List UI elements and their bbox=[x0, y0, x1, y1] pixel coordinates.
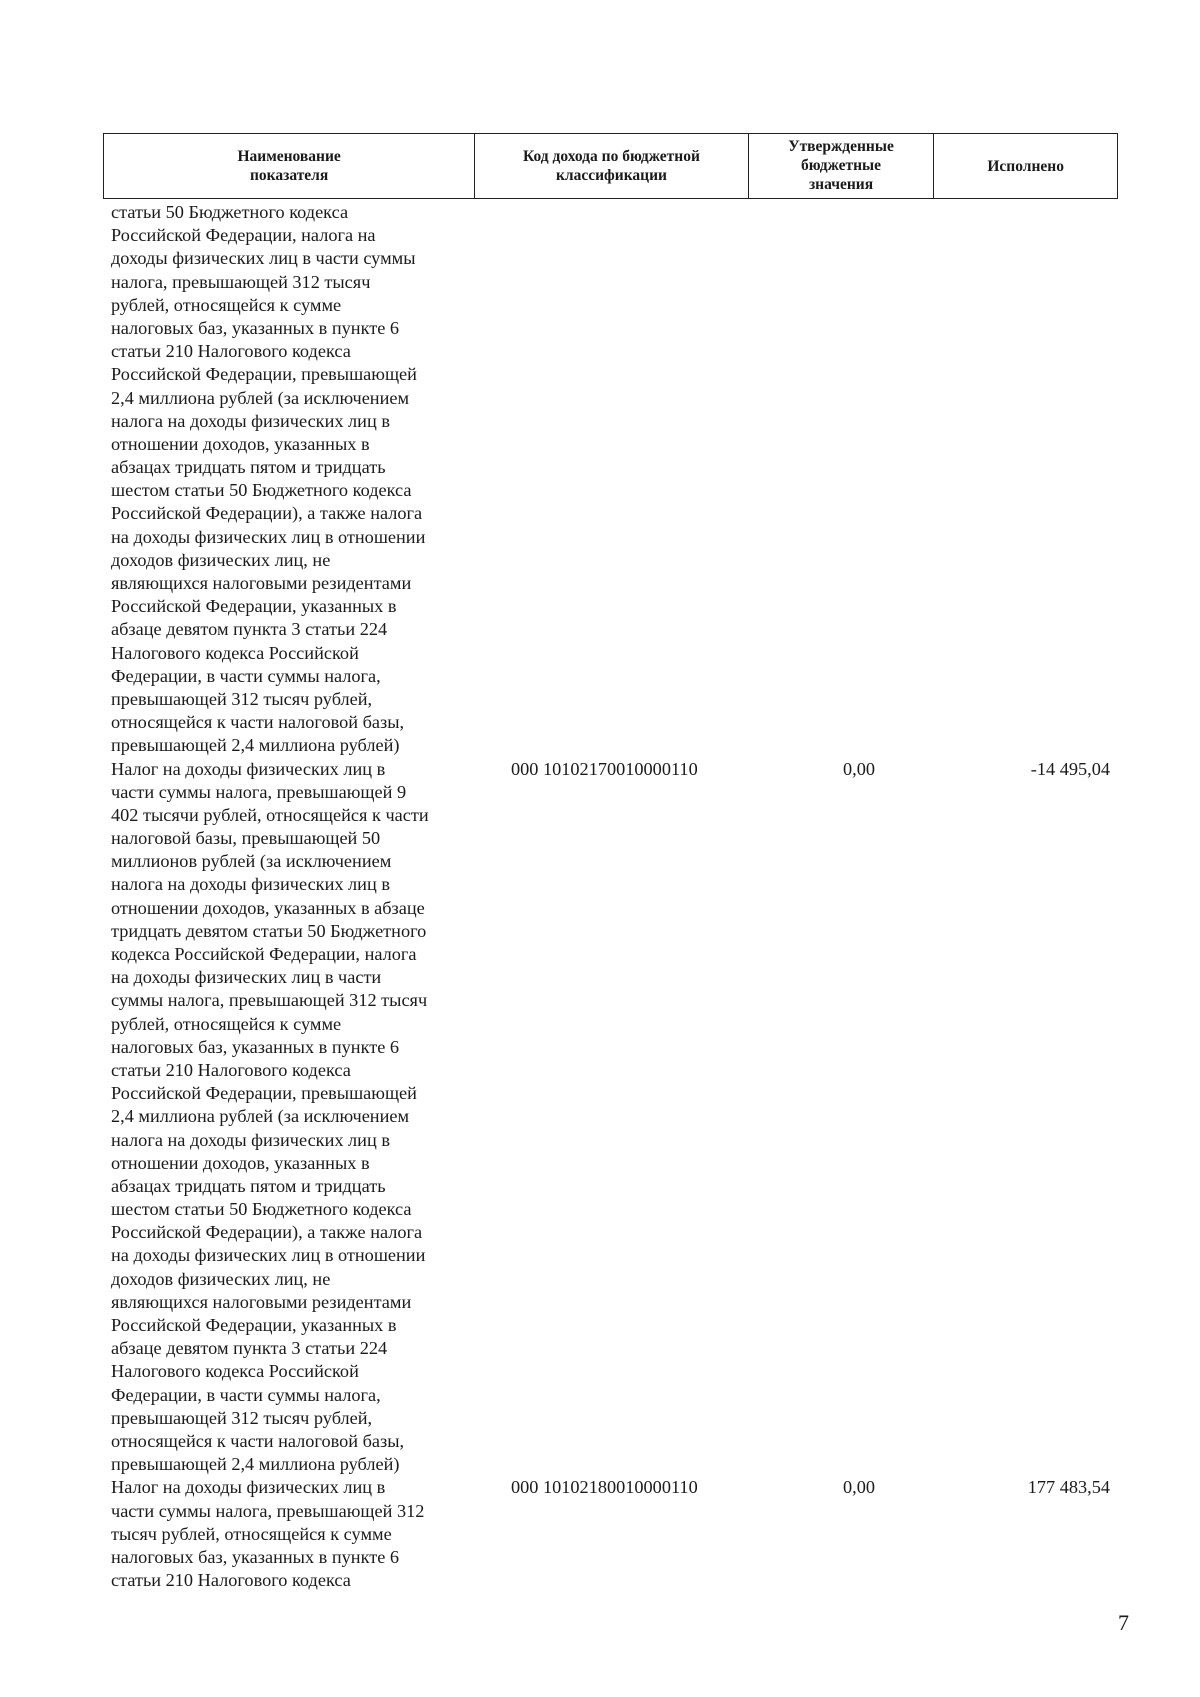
indicator-name-text: доходов физических лиц, не bbox=[111, 549, 331, 570]
indicator-name-text: на доходы физических лиц в отношении bbox=[111, 526, 426, 547]
indicator-name-line bbox=[111, 688, 1121, 711]
indicator-name-text: доходов физических лиц, не bbox=[111, 1268, 331, 1289]
indicator-name-line bbox=[111, 433, 1121, 456]
header-executed bbox=[934, 134, 1117, 198]
header-line: Исполнено bbox=[987, 157, 1064, 175]
indicator-name-line bbox=[111, 1291, 1121, 1314]
indicator-name-line bbox=[111, 1105, 1121, 1128]
header-line: классификации bbox=[555, 167, 667, 184]
indicator-name-text: превышающей 2,4 миллиона рублей) bbox=[111, 1454, 400, 1475]
indicator-name-line bbox=[111, 1036, 1121, 1059]
table-header bbox=[103, 133, 1118, 199]
indicator-name-text: Российской Федерации, указанных в bbox=[111, 1315, 397, 1335]
indicator-name-line bbox=[111, 572, 1121, 595]
indicator-name-text: статьи 210 Налогового кодекса bbox=[111, 341, 351, 362]
indicator-name-line bbox=[111, 479, 1121, 502]
approved-value-cell: 0,00 bbox=[843, 1477, 875, 1498]
indicator-name-text: Российской Федерации, налога на bbox=[111, 225, 376, 246]
indicator-name-text: суммы налога, превышающей 312 тысяч bbox=[111, 990, 428, 1011]
indicator-name-line bbox=[111, 1129, 1121, 1152]
indicator-name-text: рублей, относящейся к сумме bbox=[111, 1013, 342, 1034]
indicator-name-text: статьи 210 Налогового кодекса bbox=[111, 1059, 351, 1080]
indicator-name-text: Российской Федерации), а также налога bbox=[111, 1222, 423, 1243]
indicator-name-text: Российской Федерации), а также налога bbox=[111, 503, 423, 524]
indicator-name-line bbox=[111, 873, 1121, 896]
indicator-name-text: превышающей 312 тысяч рублей, bbox=[111, 688, 373, 709]
indicator-name-line bbox=[111, 1059, 1121, 1082]
indicator-name-line bbox=[111, 758, 1121, 781]
indicator-name-text: абзаце девятом пункта 3 статьи 224 bbox=[111, 619, 388, 640]
table-row bbox=[111, 1476, 1121, 1592]
indicator-name-text: Федерации, в части суммы налога, bbox=[111, 665, 381, 686]
indicator-name-line bbox=[111, 966, 1121, 989]
indicator-name-line bbox=[111, 665, 1121, 688]
table-body bbox=[111, 201, 1121, 1592]
indicator-name-line bbox=[111, 340, 1121, 363]
indicator-name-text: 402 тысячи рублей, относящейся к части bbox=[111, 804, 429, 825]
indicator-name-text: части суммы налога, превышающей 312 bbox=[111, 1500, 425, 1521]
indicator-name-line bbox=[111, 850, 1121, 873]
indicator-name-text: шестом статьи 50 Бюджетного кодекса bbox=[111, 480, 412, 501]
indicator-name-text: рублей, относящейся к сумме bbox=[111, 294, 342, 315]
indicator-name-line bbox=[111, 1360, 1121, 1383]
indicator-name-text: Налог на доходы физических лиц в bbox=[111, 1477, 386, 1498]
indicator-name-line bbox=[111, 804, 1121, 827]
indicator-name-line bbox=[111, 618, 1121, 641]
indicator-name-line bbox=[111, 271, 1121, 294]
page-number: 7 bbox=[1118, 1610, 1129, 1635]
indicator-name-line bbox=[111, 1407, 1121, 1430]
indicator-name-text: налоговых баз, указанных в пункте 6 bbox=[111, 317, 400, 338]
indicator-name-line bbox=[111, 711, 1121, 734]
indicator-name-text: относящейся к части налоговой базы, bbox=[111, 1430, 405, 1451]
executed-value-cell: -14 495,04 bbox=[1030, 758, 1110, 779]
indicator-name-text: доходы физических лиц в части суммы bbox=[111, 248, 416, 269]
indicator-name-text: превышающей 2,4 миллиона рублей) bbox=[111, 735, 400, 756]
indicator-name-text: налога на доходы физических лиц в bbox=[111, 874, 390, 895]
indicator-name-line bbox=[111, 1430, 1121, 1453]
indicator-name-text: Российской Федерации, превышающей bbox=[111, 364, 417, 385]
indicator-name-text: отношении доходов, указанных в абзаце bbox=[111, 897, 425, 918]
indicator-name-text: отношении доходов, указанных в bbox=[111, 433, 370, 454]
indicator-name-text: Российской Федерации, указанных в bbox=[111, 596, 397, 617]
indicator-name-text: 2,4 миллиона рублей (за исключением bbox=[111, 387, 410, 408]
approved-value-cell: 0,00 bbox=[843, 758, 875, 779]
indicator-name-line bbox=[111, 224, 1121, 247]
header-approved-values bbox=[749, 134, 935, 198]
indicator-name-text: отношении доходов, указанных в bbox=[111, 1152, 370, 1173]
indicator-name-line bbox=[111, 526, 1121, 549]
indicator-name-text: статьи 50 Бюджетного кодекса bbox=[111, 202, 349, 222]
budget-code-cell: 000 10102170010000110 bbox=[511, 758, 698, 779]
indicator-name-text: Налогового кодекса Российской bbox=[111, 642, 359, 663]
indicator-name-line bbox=[111, 294, 1121, 317]
indicator-name-line bbox=[111, 989, 1121, 1012]
indicator-name-line bbox=[111, 456, 1121, 479]
indicator-name-text: части суммы налога, превышающей 9 bbox=[111, 781, 407, 802]
indicator-name-text: абзаце девятом пункта 3 статьи 224 bbox=[111, 1338, 388, 1359]
indicator-name-line bbox=[111, 595, 1121, 618]
header-line: показателя bbox=[249, 167, 329, 184]
indicator-name-line bbox=[111, 317, 1121, 340]
indicator-name-line bbox=[111, 920, 1121, 943]
indicator-name-line bbox=[111, 1175, 1121, 1198]
indicator-name-text: налоговых баз, указанных в пункте 6 bbox=[111, 1546, 400, 1567]
indicator-name-text: Налогового кодекса Российской bbox=[111, 1361, 359, 1382]
indicator-name-line bbox=[111, 827, 1121, 850]
header-line: бюджетные bbox=[801, 157, 882, 174]
header-line: значения bbox=[808, 176, 874, 193]
indicator-name-text: налоговых баз, указанных в пункте 6 bbox=[111, 1036, 400, 1057]
indicator-name-line bbox=[111, 1453, 1121, 1476]
indicator-name-line bbox=[111, 943, 1121, 966]
indicator-name-line bbox=[111, 1384, 1121, 1407]
indicator-name-line bbox=[111, 1337, 1121, 1360]
indicator-name-line bbox=[111, 1268, 1121, 1291]
indicator-name-text: Федерации, в части суммы налога, bbox=[111, 1384, 381, 1405]
header-budget-code bbox=[475, 134, 748, 198]
indicator-name-line bbox=[111, 1152, 1121, 1175]
indicator-name-line bbox=[111, 1569, 1121, 1592]
indicator-name-line bbox=[111, 781, 1121, 804]
indicator-name-text: относящейся к части налоговой базы, bbox=[111, 712, 405, 733]
indicator-name-line bbox=[111, 502, 1121, 525]
header-line: Наименование bbox=[237, 148, 341, 165]
indicator-name-text: на доходы физических лиц в части bbox=[111, 967, 382, 988]
executed-value-cell: 177 483,54 bbox=[1027, 1477, 1110, 1498]
indicator-name-text: на доходы физических лиц в отношении bbox=[111, 1245, 426, 1266]
indicator-name-text: статьи 210 Налогового кодекса bbox=[111, 1570, 351, 1591]
header-line: Утвержденные bbox=[788, 138, 894, 155]
indicator-name-line bbox=[111, 1523, 1121, 1546]
indicator-name-text: налога на доходы физических лиц в bbox=[111, 410, 390, 431]
table-row bbox=[111, 758, 1121, 1477]
indicator-name-line bbox=[111, 1244, 1121, 1267]
indicator-name-text: являющихся налоговыми резидентами bbox=[111, 573, 412, 593]
indicator-name-text: тридцать девятом статьи 50 Бюджетного bbox=[111, 920, 427, 941]
indicator-name-text: абзацах тридцать пятом и тридцать bbox=[111, 457, 386, 478]
indicator-name-line bbox=[111, 1013, 1121, 1036]
indicator-name-text: Налог на доходы физических лиц в bbox=[111, 758, 386, 779]
indicator-name-line bbox=[111, 1500, 1121, 1523]
indicator-name-line bbox=[111, 1314, 1121, 1337]
indicator-name-line bbox=[111, 1221, 1121, 1244]
indicator-name-line bbox=[111, 1546, 1121, 1569]
indicator-name-line bbox=[111, 410, 1121, 433]
indicator-name-text: 2,4 миллиона рублей (за исключением bbox=[111, 1106, 410, 1127]
indicator-name-line bbox=[111, 1476, 1121, 1499]
indicator-name-text: кодекса Российской Федерации, налога bbox=[111, 944, 417, 964]
indicator-name-text: абзацах тридцать пятом и тридцать bbox=[111, 1175, 386, 1196]
indicator-name-text: являющихся налоговыми резидентами bbox=[111, 1291, 412, 1312]
indicator-name-text: превышающей 312 тысяч рублей, bbox=[111, 1407, 373, 1428]
indicator-name-line bbox=[111, 734, 1121, 757]
budget-code-cell: 000 10102180010000110 bbox=[511, 1477, 698, 1498]
indicator-name-line bbox=[111, 897, 1121, 920]
indicator-name-line bbox=[111, 1198, 1121, 1221]
indicator-name-text: налоговой базы, превышающей 50 bbox=[111, 828, 381, 849]
indicator-name-text: шестом статьи 50 Бюджетного кодекса bbox=[111, 1199, 412, 1220]
indicator-name-line bbox=[111, 201, 1121, 224]
indicator-name-line bbox=[111, 1082, 1121, 1105]
indicator-name-text: налога, превышающей 312 тысяч bbox=[111, 271, 371, 292]
indicator-name-line bbox=[111, 363, 1121, 386]
header-indicator-name bbox=[104, 134, 475, 198]
table-row bbox=[111, 201, 1121, 758]
indicator-name-text: тысяч рублей, относящейся к сумме bbox=[111, 1523, 392, 1544]
indicator-name-text: налога на доходы физических лиц в bbox=[111, 1129, 390, 1150]
indicator-name-line bbox=[111, 387, 1121, 410]
header-line: Код дохода по бюджетной bbox=[523, 148, 700, 165]
indicator-name-line bbox=[111, 549, 1121, 572]
indicator-name-line bbox=[111, 642, 1121, 665]
indicator-name-text: Российской Федерации, превышающей bbox=[111, 1083, 417, 1104]
indicator-name-text: миллионов рублей (за исключением bbox=[111, 851, 392, 872]
indicator-name-line bbox=[111, 247, 1121, 270]
